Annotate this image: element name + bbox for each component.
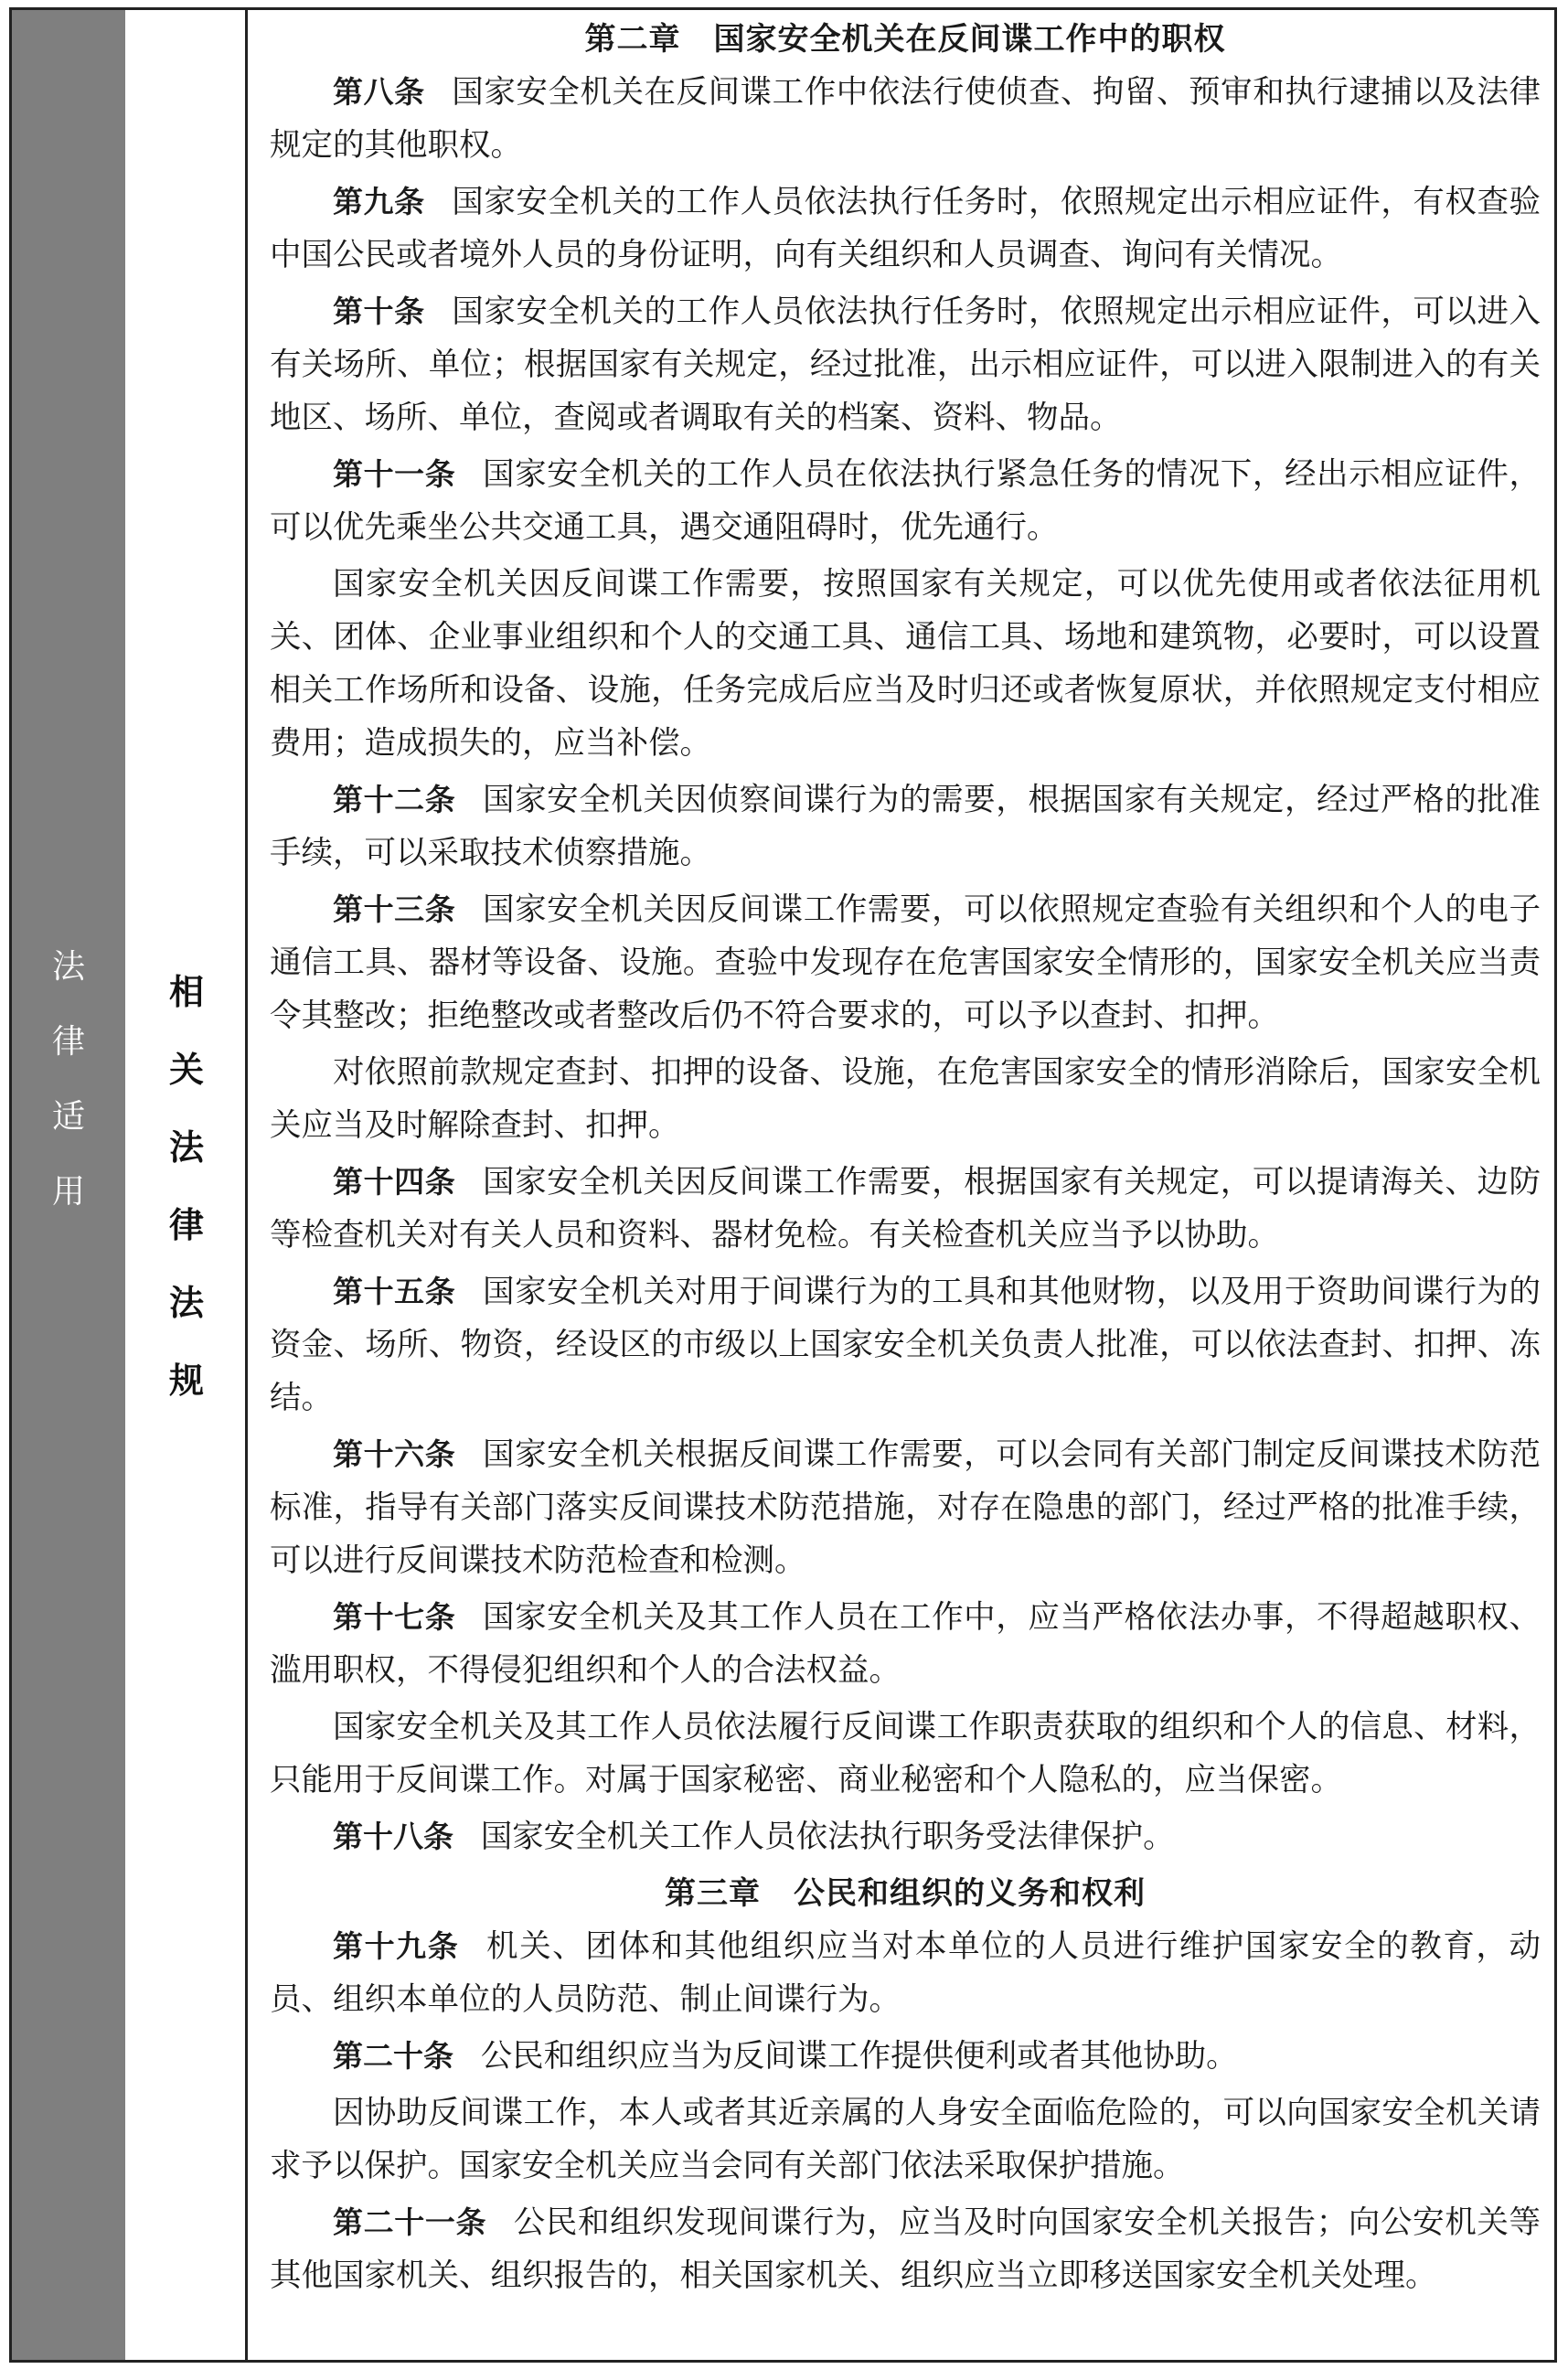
article-number: 第十九条	[333, 1928, 460, 1964]
article-number: 第二十条	[333, 2038, 453, 2074]
article-text: 国家安全机关的工作人员在依法执行紧急任务的情况下，经出示相应证件，可以优先乘坐公共交通工具，遇交通阻碍时，优先通行。	[270, 456, 1541, 546]
article-paragraph	[270, 558, 1541, 770]
chapter-heading	[270, 1867, 1541, 1920]
article-text: 公民和组织应当为反间谍工作提供便利或者其他协助。	[480, 2038, 1238, 2075]
category-char: 法	[51, 948, 85, 986]
article-text: 国家安全机关及其工作人员依法履行反间谍工作职责获取的组织和个人的信息、材料，只能用于反间谍工作。对属于国家秘密、商业秘密和个人隐私的，应当保密。	[270, 1709, 1541, 1798]
article-text: 国家安全机关因反间谍工作需要，可以依照规定查验有关组织和个人的电子通信工具、器材等设备、设施。查验中发现存在危害国家安全情形的，国家安全机关应当责令其整改；拒绝整改或者整改后仍不符合要求的，可以予以查封、扣押。	[270, 891, 1541, 1034]
article-text: 国家安全机关因反间谍工作需要，根据国家有关规定，可以提请海关、边防等检查机关对有关人员和资料、器材免检。有关检查机关应当予以协助。	[270, 1164, 1541, 1254]
subcategory-char: 律	[168, 1205, 204, 1245]
article-paragraph	[270, 1428, 1541, 1587]
chapter-number: 第三章	[665, 1875, 761, 1912]
article-text: 机关、团体和其他组织应当对本单位的人员进行维护国家安全的教育，动员、组织本单位的人员防范、制止间谍行为。	[270, 1928, 1541, 2018]
article-number: 第十六条	[333, 1436, 456, 1472]
article-paragraph	[270, 176, 1541, 282]
article-paragraph	[270, 66, 1541, 172]
article-paragraph	[270, 2086, 1541, 2193]
article-number: 第十五条	[333, 1274, 456, 1309]
article-paragraph	[270, 2196, 1541, 2302]
article-number: 第十八条	[333, 1819, 453, 1854]
article-text: 对依照前款规定查封、扣押的设备、设施，在危害国家安全的情形消除后，国家安全机关应当及时解除查封、扣押。	[270, 1054, 1541, 1144]
chapter-heading	[270, 13, 1541, 66]
article-paragraph	[270, 1156, 1541, 1262]
article-number: 第十七条	[333, 1599, 456, 1635]
article-number: 第八条	[333, 74, 425, 110]
article-paragraph	[270, 1920, 1541, 2026]
article-text: 国家安全机关工作人员依法执行职务受法律保护。	[480, 1819, 1175, 1855]
category-char: 适	[51, 1098, 85, 1136]
article-text: 国家安全机关因反间谍工作需要，按照国家有关规定，可以优先使用或者依法征用机关、团体、企业事业组织和个人的交通工具、通信工具、场地和建筑物，必要时，可以设置相关工作场所和设备、设施，任务完成后应当及时归还或者恢复原状，并依照规定支付相应费用；造成损失的，应当补偿。	[270, 566, 1541, 762]
article-text: 国家安全机关的工作人员依法执行任务时，依照规定出示相应证件，可以进入有关场所、单位；根据国家有关规定，经过批准，出示相应证件，可以进入限制进入的有关地区、场所、单位，查阅或者调取有关的档案、资料、物品。	[270, 293, 1541, 436]
article-paragraph	[270, 1591, 1541, 1697]
article-paragraph	[270, 285, 1541, 444]
article-text: 国家安全机关对用于间谍行为的工具和其他财物，以及用于资助间谍行为的资金、场所、物资，经设区的市级以上国家安全机关负责人批准，可以依法查封、扣押、冻结。	[270, 1274, 1541, 1416]
subcategory-char: 法	[168, 1283, 204, 1323]
subcategory-char: 相	[168, 972, 204, 1012]
article-number: 第二十一条	[333, 2204, 487, 2240]
article-text: 公民和组织发现间谍行为，应当及时向国家安全机关报告；向公安机关等其他国家机关、组织报告的，相关国家机关、组织应当立即移送国家安全机关处理。	[270, 2204, 1541, 2294]
article-paragraph	[270, 774, 1541, 880]
article-text: 因协助反间谍工作，本人或者其近亲属的人身安全面临危险的，可以向国家安全机关请求予以保护。国家安全机关应当会同有关部门依法采取保护措施。	[270, 2095, 1541, 2184]
article-number: 第九条	[333, 184, 425, 219]
subcategory-char: 规	[168, 1361, 204, 1401]
chapter-title: 公民和组织的义务和权利	[794, 1875, 1146, 1912]
article-paragraph	[270, 1701, 1541, 1807]
article-text: 国家安全机关及其工作人员在工作中，应当严格依法办事，不得超越职权、滥用职权，不得侵犯组织和个人的合法权益。	[270, 1599, 1541, 1689]
article-number: 第十四条	[333, 1164, 456, 1200]
article-text: 国家安全机关根据反间谍工作需要，可以会同有关部门制定反间谍技术防范标准，指导有关部门落实反间谍技术防范措施，对存在隐患的部门，经过严格的批准手续，可以进行反间谍技术防范检查和检测。	[270, 1436, 1541, 1579]
article-paragraph	[270, 1046, 1541, 1152]
category-label	[9, 948, 128, 1251]
article-number: 第十二条	[333, 782, 456, 817]
article-number: 第十条	[333, 293, 425, 329]
article-paragraph	[270, 2030, 1541, 2083]
article-text: 国家安全机关在反间谍工作中依法行使侦查、拘留、预审和执行逮捕以及法律规定的其他职权。	[270, 74, 1541, 164]
article-number: 第十一条	[333, 456, 456, 492]
article-text: 国家安全机关因侦察间谍行为的需要，根据国家有关规定，经过严格的批准手续，可以采取技术侦察措施。	[270, 782, 1541, 871]
article-number: 第十三条	[333, 891, 456, 927]
category-char: 用	[51, 1173, 85, 1211]
law-text	[270, 13, 1541, 2306]
chapter-title: 国家安全机关在反间谍工作中的职权	[713, 21, 1226, 58]
article-paragraph	[270, 883, 1541, 1042]
subcategory-label	[125, 972, 248, 1441]
subcategory-char: 法	[168, 1127, 204, 1168]
category-char: 律	[51, 1023, 85, 1061]
article-paragraph	[270, 1265, 1541, 1425]
article-paragraph	[270, 1810, 1541, 1863]
article-text: 国家安全机关的工作人员依法执行任务时，依照规定出示相应证件，有权查验中国公民或者境外人员的身份证明，向有关组织和人员调查、询问有关情况。	[270, 184, 1541, 273]
subcategory-char: 关	[168, 1050, 204, 1090]
chapter-number: 第二章	[584, 21, 681, 58]
article-paragraph	[270, 448, 1541, 554]
